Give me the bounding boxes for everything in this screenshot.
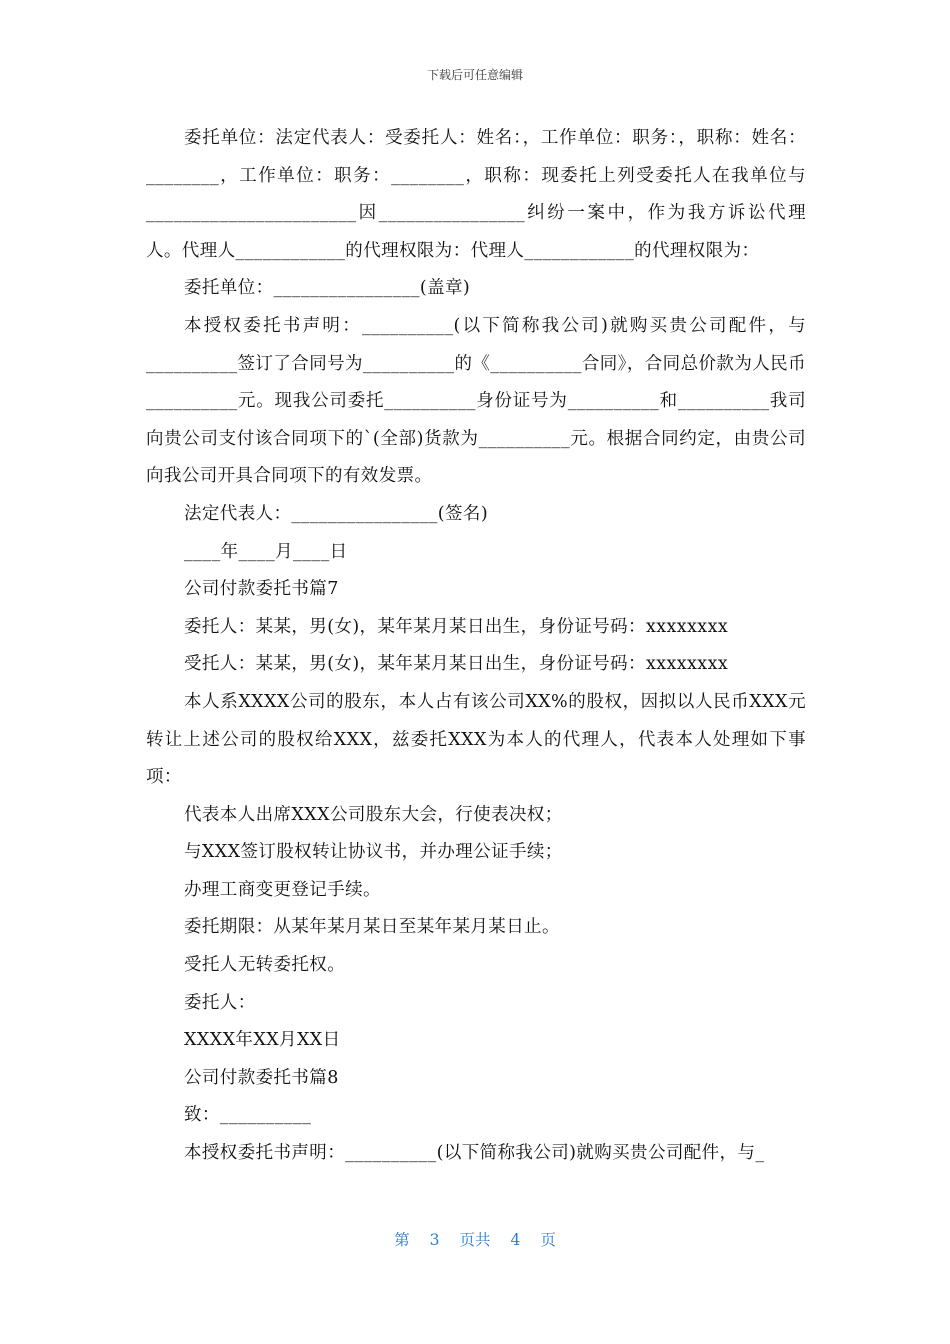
paragraph-term: 委托期限：从某年某月某日至某年某月某日止。 bbox=[184, 917, 560, 938]
paragraph-agent: 受托人：某某，男(女)，某年某月某日出生，身份证号码：xxxxxxxx bbox=[184, 654, 729, 675]
paragraph-principal-signature: 委托人： bbox=[184, 992, 256, 1013]
paragraph-addressee: 致：__________ bbox=[184, 1105, 312, 1126]
footer-middle: 页共 bbox=[459, 1231, 491, 1249]
paragraph-no-sub-delegation: 受托人无转委托权。 bbox=[184, 955, 346, 976]
footer-page-number: 3 bbox=[429, 1231, 440, 1249]
footer-suffix: 页 bbox=[540, 1231, 556, 1249]
paragraph-entrust-info: 委托单位：法定代表人：受委托人：姓名：，工作单位：职务：，职称：姓名：________，工作单位：职务：________，职称：现委托上列受委托人在我单位与_______________________因________________纠纷一案中，作为我方诉讼代理人。代理人____________的代理权限为：代理人____________的代理权限为： bbox=[146, 128, 806, 261]
document-body bbox=[146, 120, 806, 1173]
paragraph-authorization-statement: 本授权委托书声明：__________(以下简称我公司)就购买贵公司配件，与__________签订了合同号为__________的《__________合同》，合同总价款为人民币__________元。现我公司委托__________身份证号为__________和__________我司向贵公司支付该合同项下的`(全部)货款为__________元。根据合同约定，由贵公司向我公司开具合同项下的有效发票。 bbox=[146, 315, 806, 487]
list-item-registration: 办理工商变更登记手续。 bbox=[184, 879, 381, 900]
page-footer bbox=[0, 1228, 950, 1250]
footer-total-pages: 4 bbox=[510, 1231, 521, 1249]
footer-prefix: 第 bbox=[394, 1231, 410, 1249]
list-item-attend-meeting: 代表本人出席XXX公司股东大会，行使表决权； bbox=[184, 804, 563, 825]
paragraph-legal-rep-signature: 法定代表人：________________(签名) bbox=[184, 503, 489, 524]
list-item-sign-agreement: 与XXX签订股权转让协议书，并办理公证手续； bbox=[184, 842, 563, 863]
paragraph-date-blank: ____年____月____日 bbox=[184, 541, 348, 562]
paragraph-entrust-unit-seal: 委托单位：________________(盖章) bbox=[184, 278, 471, 299]
paragraph-principal: 委托人：某某，男(女)，某年某月某日出生，身份证号码：xxxxxxxx bbox=[184, 616, 729, 637]
paragraph-date: XXXX年XX月XX日 bbox=[184, 1030, 341, 1051]
page-header: 下载后可任意编辑 bbox=[426, 68, 523, 82]
section-title-8: 公司付款委托书篇8 bbox=[184, 1067, 339, 1088]
section-title-7: 公司付款委托书篇7 bbox=[184, 579, 339, 600]
paragraph-shareholder-statement: 本人系XXXX公司的股东，本人占有该公司XX%的股权，因拟以人民币XXX元转让上述公司的股权给XXX，兹委托XXX为本人的代理人，代表本人处理如下事项： bbox=[146, 691, 806, 788]
paragraph-authorization-statement-2: 本授权委托书声明：__________(以下简称我公司)就购买贵公司配件，与_ bbox=[184, 1143, 765, 1164]
